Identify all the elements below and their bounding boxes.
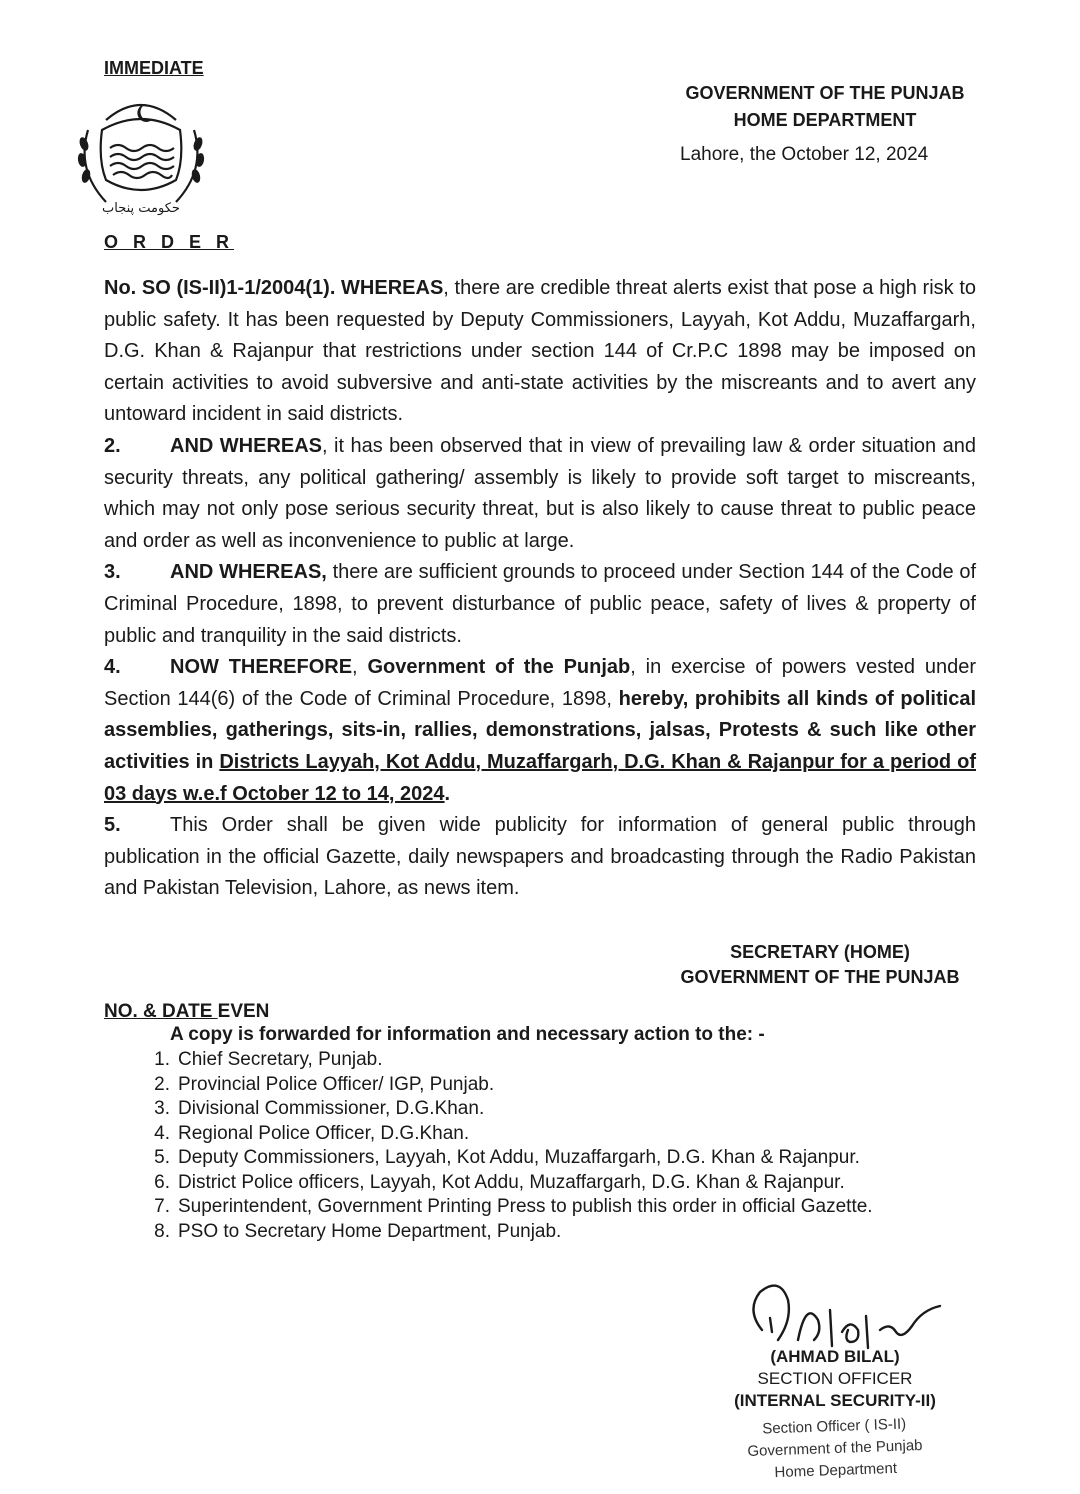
official-stamp	[699, 1411, 971, 1486]
no-and-date	[104, 1001, 269, 1023]
stamp-line-2: Government of the Punjab	[747, 1436, 923, 1461]
paragraph-4	[104, 652, 976, 810]
paragraph-3-lead: AND WHEREAS,	[170, 561, 327, 584]
stamp-line-1: Section Officer ( IS-II)	[761, 1415, 907, 1438]
signoff-title: SECRETARY (HOME)	[730, 942, 910, 962]
punjab-government-logo	[66, 90, 216, 230]
no-date-even: EVEN	[217, 1001, 270, 1022]
paragraph-4-number: 4.	[104, 656, 121, 679]
signoff-government: GOVERNMENT OF THE PUNJAB	[680, 967, 960, 987]
distribution-list	[104, 1048, 873, 1244]
list-item: 5. Deputy Commissioners, Layyah, Kot Addu, Muzaffargarh, D.G. Khan & Rajanpur.	[154, 1147, 860, 1168]
secretary-signoff	[660, 940, 980, 990]
paragraph-2-lead: AND WHEREAS	[170, 434, 323, 457]
paragraph-2-text: , it has been observed that in view of prevailing law & order situation and security threats, any political gathering/ assembly is likely to provide soft target to miscreants, which may not only pose serious security threat, but is also likely to cause threat to public peace and order as well as inconvenience to public at large.	[104, 434, 976, 552]
paragraph-1-lead: No. SO (IS-II)1-1/2004(1). WHEREAS	[104, 277, 444, 299]
paragraph-4-end: .	[444, 782, 451, 805]
list-item: 7. Superintendent, Government Printing Press to publish this order in official Gazette.	[154, 1196, 873, 1217]
list-item: 6. District Police officers, Layyah, Kot Addu, Muzaffargarh, D.G. Khan & Rajanpur.	[154, 1171, 845, 1193]
signatory-title: SECTION OFFICER	[757, 1369, 913, 1388]
order-body	[104, 273, 976, 905]
paragraph-4-lead: NOW THEREFORE	[170, 656, 353, 679]
paragraph-3-number: 3.	[104, 561, 121, 584]
paragraph-2	[104, 431, 976, 557]
stamp-line-3: Home Department	[774, 1459, 898, 1482]
paragraph-1-text: , there are credible threat alerts exist that pose a high risk to public safety. It has been requested by Deputy Commissioners, Layyah, Kot Addu, Muzaffargarh, D.G. Khan & Rajanpur that restrictions under section 144 of Cr.P.C 1898 may be imposed on certain activities to avoid subversive and anti-state activities by the miscreants and to avert any untoward incident in said districts.	[104, 277, 976, 426]
list-item: 1. Chief Secretary, Punjab.	[154, 1049, 383, 1070]
signatory-wing: (INTERNAL SECURITY-II)	[734, 1391, 936, 1410]
paragraph-4-text-a: ,	[352, 656, 368, 679]
paragraph-4-government: Government of the Punjab	[367, 656, 631, 679]
department-name: HOME DEPARTMENT	[733, 110, 917, 130]
date-line: Lahore, the October 12, 2024	[680, 144, 929, 165]
signatory-name: (AHMAD BILAL)	[770, 1347, 900, 1366]
paragraph-1	[104, 273, 976, 431]
paragraph-5-number: 5.	[104, 814, 121, 837]
list-item: 8. PSO to Secretary Home Department, Punjab.	[154, 1220, 562, 1242]
no-date-label: NO. & DATE	[104, 1001, 218, 1022]
paragraph-3	[104, 557, 976, 652]
paragraph-3-text: there are sufficient grounds to proceed under Section 144 of the Code of Criminal Procedure, 1898, to prevent disturbance of public peace, safety of lives & property of public and tranquility in the said districts.	[104, 561, 976, 647]
paragraph-5-text: This Order shall be given wide publicity for information of general public through publication in the official Gazette, daily newspapers and broadcasting through the Radio Pakistan and Pakistan Television, Lahore, as news item.	[104, 814, 976, 900]
paragraph-2-number: 2.	[104, 434, 121, 457]
paragraph-4-districts-period: Districts Layyah, Kot Addu, Muzaffargarh, D.G. Khan & Rajanpur for a period of 03 days w.e.f October 12 to 14, 2024	[104, 750, 976, 805]
paragraph-4-text-c: , in exercise of powers vested under Section 144(6) of the Code of Criminal Procedure, 1898,	[104, 656, 976, 710]
signature-block	[700, 1346, 970, 1412]
copy-forwarded-line: A copy is forwarded for information and necessary action to the: -	[170, 1024, 765, 1045]
paragraph-5	[104, 810, 976, 905]
list-item: 4. Regional Police Officer, D.G.Khan.	[154, 1122, 470, 1144]
order-title: O R D E R	[104, 232, 235, 252]
paragraph-4-prohibition: hereby, prohibits all kinds of political assemblies, gatherings, sits-in, rallies, demonstrations, jalsas, Protests & such like other activities in	[104, 687, 976, 773]
immediate-label: IMMEDIATE	[104, 58, 204, 78]
list-item: 2. Provincial Police Officer/ IGP, Punjab.	[154, 1073, 495, 1095]
list-item: 3. Divisional Commissioner, D.G.Khan.	[154, 1098, 485, 1119]
government-name: GOVERNMENT OF THE PUNJAB	[685, 83, 965, 103]
letterhead	[640, 80, 1010, 134]
logo-urdu-text: حکومت پنجاب	[102, 201, 180, 216]
